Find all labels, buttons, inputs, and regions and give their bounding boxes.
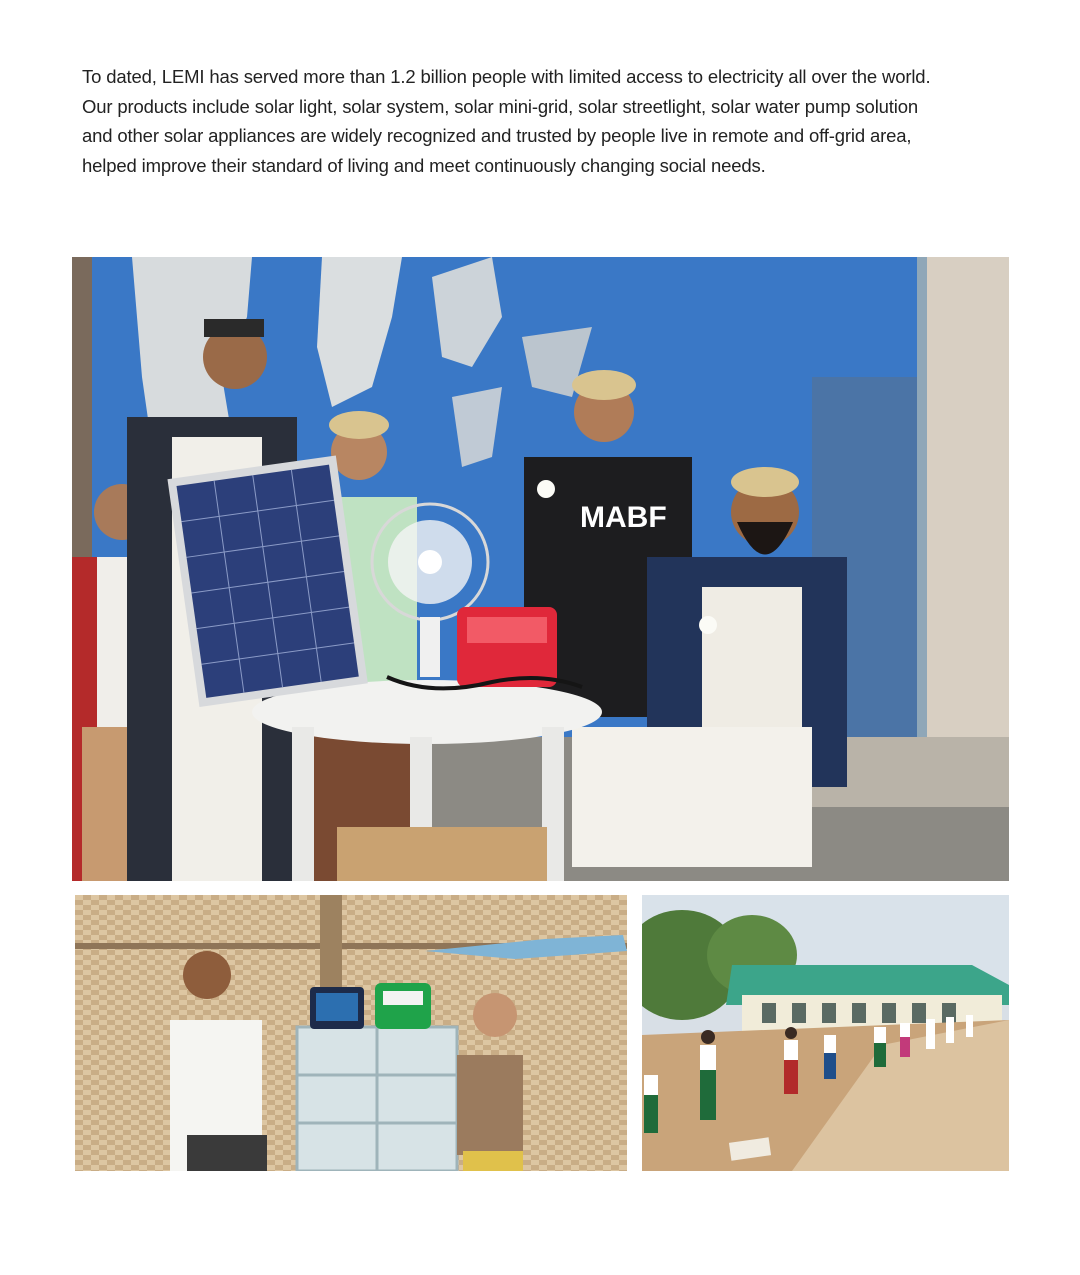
intro-line-1: To dated, LEMI has served more than 1.2 billion people with limited access to electricity all over the world. — [82, 66, 931, 87]
photo-hut-solar-devices — [75, 895, 627, 1171]
intro-line-3: and other solar appliances are widely recognized and trusted by people live in remote and off-grid area, — [82, 125, 912, 146]
photo-family-solar-kit — [72, 257, 1009, 881]
intro-line-2: Our products include solar light, solar system, solar mini-grid, solar streetlight, solar water pump solution — [82, 95, 919, 117]
shirt-print-text: MABF — [580, 501, 667, 534]
intro-paragraph — [82, 62, 982, 180]
intro-line-4: helped improve their standard of living and meet continuously changing social needs. — [82, 154, 766, 176]
photo-school-children — [642, 895, 1009, 1171]
